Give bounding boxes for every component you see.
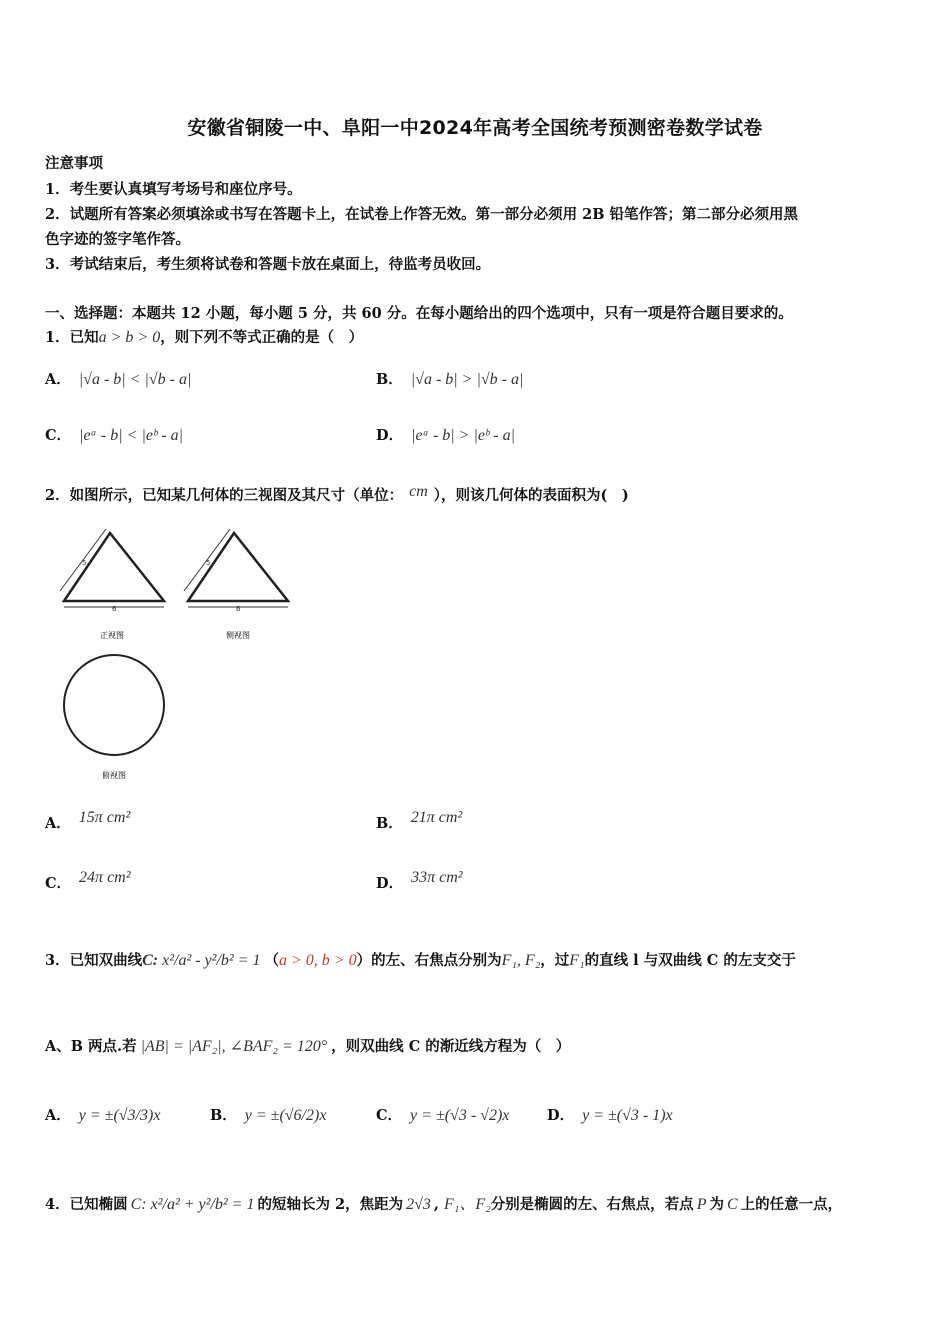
side-slant-label: 5 — [206, 559, 211, 567]
page-title: 安徽省铜陵一中、阜阳一中2024年高考全国统考预测密卷数学试卷 — [187, 117, 763, 139]
top-view — [64, 655, 164, 780]
q2-option-d[interactable]: D． 33π cm² — [376, 869, 463, 892]
question-3: 3．已知双曲线C: x²/a² - y²/b² = 1 （a > 0, b > 0）的左、右焦点分别为F₁, F₂，过F₁的直线 l 与双曲线 C 的左支交于 — [45, 952, 796, 969]
q1-condition: a > b > 0 — [98, 329, 161, 346]
q3-option-d[interactable]: D． y = ±(√3 - 1)x — [547, 1107, 673, 1124]
notice-heading: 注意事项 — [45, 155, 103, 172]
q3-option-a[interactable]: A． y = ±(√3/3)x — [45, 1107, 161, 1124]
q1-option-a[interactable]: A． |√a - b| < |√b - a| — [45, 371, 192, 388]
q2-option-b[interactable]: B． 21π cm² — [376, 809, 463, 832]
q4-equation: C: x²/a² + y²/b² = 1 — [130, 1196, 255, 1213]
front-slant-label: 5 — [82, 559, 87, 567]
q3-option-c[interactable]: C． y = ±(√3 - √2)x — [376, 1107, 510, 1124]
front-view — [60, 529, 164, 640]
q2-option-a[interactable]: A． 15π cm² — [45, 809, 131, 832]
side-view — [184, 529, 288, 640]
q1-option-b[interactable]: B． |√a - b| > |√b - a| — [376, 371, 524, 388]
side-view-label: 侧视图 — [226, 631, 250, 640]
section-heading: 一、选择题：本题共 12 小题，每小题 5 分，共 60 分。在每小题给出的四个选项中，只有一项是符合题目要求的。 — [45, 305, 793, 322]
q1-suffix: ，则下列不等式正确的是（ ） — [160, 329, 364, 346]
q1-option-c[interactable]: C． |eᵃ - b| < |eᵇ - a| — [45, 427, 183, 444]
q3-option-b[interactable]: B． y = ±(√6/2)x — [210, 1107, 327, 1124]
q2-unit: cm — [409, 483, 428, 500]
q3-condition: a > 0, b > 0 — [279, 952, 357, 969]
question-3-line2: A、B 两点.若 |AB| = |AF₂|, ∠BAF₂ = 120° ，则双曲线 C 的渐近线方程为（ ） — [45, 1038, 571, 1055]
three-view-figure — [50, 525, 310, 790]
q1-prefix: 1．已知 — [45, 329, 99, 346]
side-base-label: 6 — [236, 605, 241, 613]
question-1 — [45, 326, 363, 347]
q1-option-d[interactable]: D． |eᵃ - b| > |eᵇ - a| — [376, 427, 516, 444]
q2-option-c[interactable]: C． 24π cm² — [45, 869, 131, 892]
notice-item: 1．考生要认真填写考场号和座位序号。 — [45, 181, 302, 198]
notice-item: 色字迹的签字笔作答。 — [45, 231, 190, 248]
notice-item: 3．考试结束后，考生须将试卷和答题卡放在桌面上，待监考员收回。 — [45, 256, 491, 273]
question-4: 4．已知椭圆 C: x²/a² + y²/b² = 1 的短轴长为 2，焦距为 2√3 , F₁、F₂分别是椭圆的左、右焦点，若点 P 为 C 上的任意一点， — [45, 1196, 843, 1213]
front-view-label: 正视图 — [100, 631, 124, 640]
q3-equation: x²/a² - y²/b² = 1 — [162, 952, 261, 969]
front-base-label: 6 — [112, 605, 117, 613]
top-view-label: 俯视图 — [102, 771, 126, 780]
notice-item: 2．试题所有答案必须填涂或书写在答题卡上，在试卷上作答无效。第一部分必须用 2B 铅笔作答；第二部分必须用黑 — [45, 206, 799, 223]
question-2: 2．如图所示，已知某几何体的三视图及其尺寸（单位： cm ），则该几何体的表面积为( ) — [45, 483, 629, 504]
